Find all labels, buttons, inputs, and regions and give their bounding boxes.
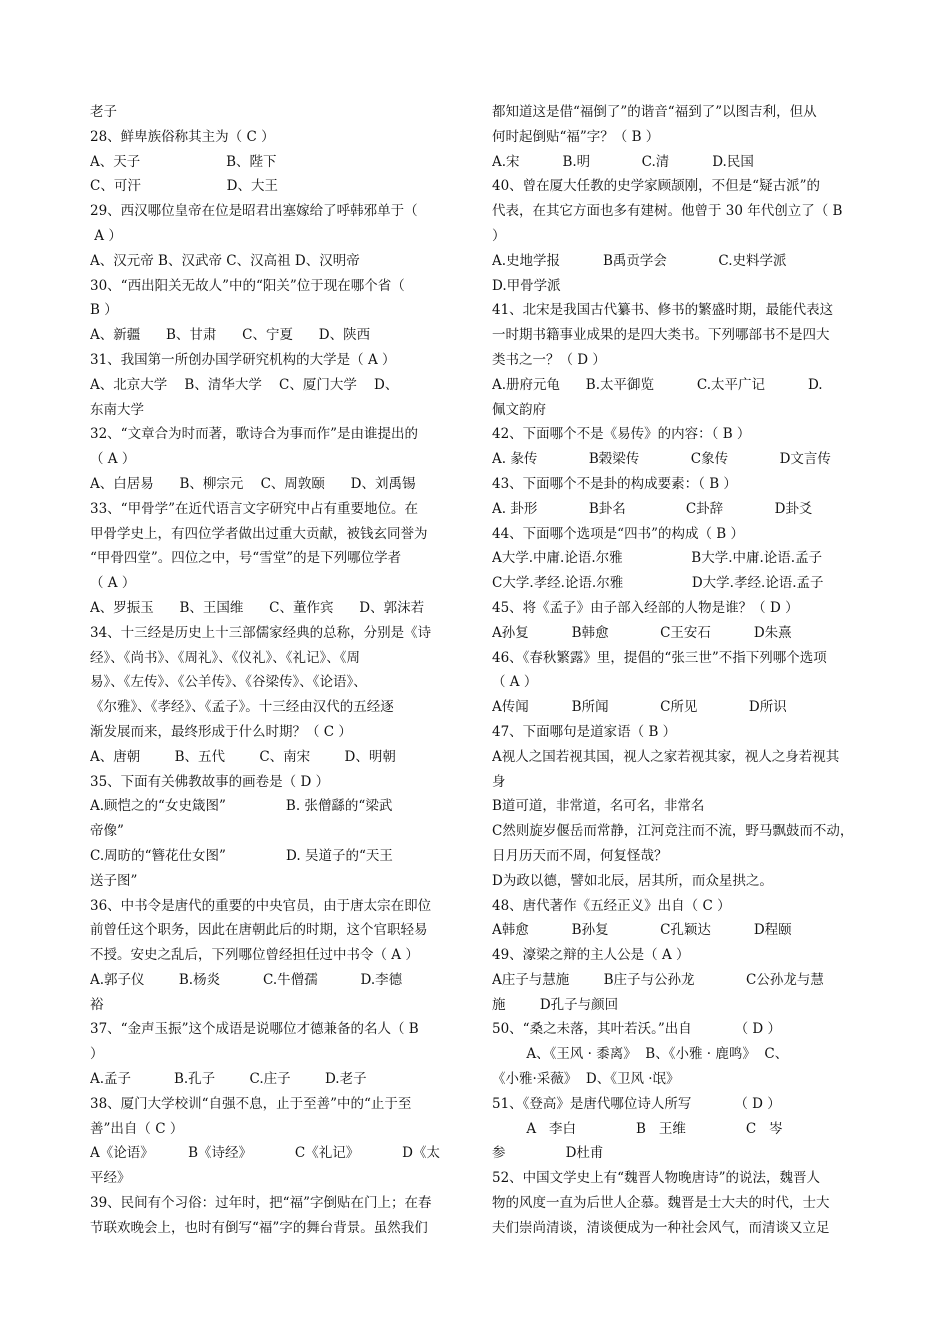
text-line: A传闻 B所闻 C所见 D所识 xyxy=(492,699,787,716)
text-line: 46、《春秋繁露》里，提倡的“张三世”不指下列哪个选项 xyxy=(492,649,827,666)
text-line: C.周昉的“簪花仕女图” D. 吴道子的“天王 xyxy=(90,847,393,864)
text-line: 31、我国第一所创办国学研究机构的大学是（ A ） xyxy=(90,351,396,368)
text-line: A韩愈 B孙复 C孔颖达 D程颐 xyxy=(492,922,792,939)
text-line: A.郭子仪 B.杨炎 C.牛僧孺 D.李德 xyxy=(90,971,403,988)
text-line: 37、“金声玉振”这个成语是说哪位才德兼备的名人（ B xyxy=(90,1021,419,1038)
text-line: 送子图” xyxy=(90,872,138,889)
text-line: 夫们崇尚清谈，清谈便成为一种社会风气，而清谈又立足 xyxy=(492,1219,830,1236)
text-line: 裕 xyxy=(90,996,104,1013)
text-line: 《小雅·采薇》 D、《卫风 ·氓》 xyxy=(492,1071,680,1088)
text-line: 43、下面哪个不是卦的构成要素：（ B ） xyxy=(492,475,737,492)
text-line: 善”出自（ C ） xyxy=(90,1120,184,1137)
text-line: 30、“西出阳关无故人”中的“阳关”位于现在哪个省（ xyxy=(90,277,405,294)
text-line: 前曾任这个职务，因此在唐朝此后的时期，这个官职轻易 xyxy=(90,922,428,939)
text-line: A、唐朝 B、五代 C、南宋 D、明朝 xyxy=(90,748,396,765)
text-line: 35、下面有关佛教故事的画卷是（ D ） xyxy=(90,773,330,790)
text-line: 日月历天而不周，何复怪哉？ xyxy=(492,847,668,864)
text-line: 经》、《尚书》、《周礼》、《仪礼》、《礼记》、《周 xyxy=(90,649,360,666)
text-line: 东南大学 xyxy=(90,401,144,418)
text-line: A视人之国若视其国，视人之家若视其家，视人之身若视其 xyxy=(492,748,840,765)
text-line: 一时期书籍事业成果的是四大类书。下列哪部书不是四大 xyxy=(492,327,830,344)
text-line: （ A ） xyxy=(90,451,136,468)
text-line: 28、鲜卑族俗称其主为（ C ） xyxy=(90,128,275,145)
text-line: 50、“桑之未落，其叶若沃。”出自 （ D ） xyxy=(492,1021,782,1038)
text-line: B ） xyxy=(90,302,118,319)
text-line: A.顾恺之的“女史箴图” B. 张僧繇的“梁武 xyxy=(90,798,393,815)
text-line: A、北京大学 B、清华大学 C、厦门大学 D、 xyxy=(90,376,399,393)
text-line: A、罗振玉 B、王国维 C、董作宾 D、郭沫若 xyxy=(90,599,425,616)
text-line: C、可汗 D、大王 xyxy=(90,178,278,195)
text-line: 甲骨学史上，有四位学者做出过重大贡献，被钱玄同誉为 xyxy=(90,525,428,542)
text-line: A 李白 B 王维 C 岑 xyxy=(492,1120,783,1137)
text-line: （ A ） xyxy=(492,674,538,691)
text-line: A、《王风 · 黍离》 B、《小雅 · 鹿鸣》 C、 xyxy=(492,1046,789,1063)
text-line: 51、《登高》是唐代哪位诗人所写 （ D ） xyxy=(492,1095,781,1112)
text-line: A、天子 B、陛下 xyxy=(90,153,277,170)
text-line: “甲骨四堂”。四位之中，号“雪堂”的是下列哪位学者 xyxy=(90,550,402,567)
text-line: 34、十三经是历史上十三部儒家经典的总称，分别是《诗 xyxy=(90,624,432,641)
text-line: A. 卦形 B卦名 C卦辞 D卦爻 xyxy=(492,500,813,517)
text-line: D.甲骨学派 xyxy=(492,277,561,294)
text-line: 44、下面哪个选项是“四书”的构成（ B ） xyxy=(492,525,744,542)
text-line: A. 彖传 B榖梁传 C象传 D文言传 xyxy=(492,451,831,468)
text-line: A、新疆 B、甘肃 C、宁夏 D、陕西 xyxy=(90,327,371,344)
text-line: C大学.孝经.论语.尔雅 D大学.孝经.论语.孟子 xyxy=(492,575,824,592)
text-line: A.宋 B.明 C.清 D.民国 xyxy=(492,153,754,170)
text-line: 代表，在其它方面也多有建树。他曾于 30 年代创立了（ B xyxy=(492,203,843,220)
text-line: A.孟子 B.孔子 C.庄子 D.老子 xyxy=(90,1071,367,1088)
text-line: A ） xyxy=(90,227,122,244)
text-line: 32、“文章合为时而著，歌诗合为事而作”是由谁提出的 xyxy=(90,426,418,443)
text-line: 47、下面哪句是道家语（ B ） xyxy=(492,723,677,740)
text-line: 42、下面哪个不是《易传》的内容：（ B ） xyxy=(492,426,751,443)
text-line: C然则旋岁偃岳而常静，江河竞注而不流，野马飘鼓而不动， xyxy=(492,823,854,840)
text-line: 不授。安史之乱后，下列哪位曾经担任过中书令（ A ） xyxy=(90,947,419,964)
text-line: 参 D杜甫 xyxy=(492,1145,604,1162)
text-line: 帝像” xyxy=(90,823,124,840)
text-line: A孙复 B韩愈 C王安石 D朱熹 xyxy=(492,624,792,641)
text-line: 38、厦门大学校训“自强不息，止于至善”中的“止于至 xyxy=(90,1095,412,1112)
text-line: 渐发展而来，最终形成于什么时期？（ C ） xyxy=(90,723,352,740)
text-line: 36、中书令是唐代的重要的中央官员，由于唐太宗在即位 xyxy=(90,897,432,914)
text-line: A《论语》 B《诗经》 C《礼记》 D《太 xyxy=(90,1145,440,1162)
text-line: 40、曾在厦大任教的史学家顾颉刚，不但是“疑古派”的 xyxy=(492,178,820,195)
text-line: A、白居易 B、柳宗元 C、周敦颐 D、刘禹锡 xyxy=(90,475,416,492)
text-line: 物的风度一直为后世人企慕。魏晋是士大夫的时代，士大 xyxy=(492,1195,830,1212)
text-line: 节联欢晚会上，也时有倒写“福”字的舞台背景。虽然我们 xyxy=(90,1219,428,1236)
text-line: 都知道这是借“福倒了”的谐音“福到了”以图吉利，但从 xyxy=(492,104,817,120)
text-line: A大学.中庸.论语.尔雅 B大学.中庸.论语.孟子 xyxy=(492,550,823,567)
text-line: B道可道，非常道，名可名，非常名 xyxy=(492,798,705,815)
text-line: A、汉元帝 B、汉武帝 C、汉高祖 D、汉明帝 xyxy=(90,252,360,269)
text-line: 49、濠梁之辩的主人公是（ A ） xyxy=(492,947,690,964)
text-line: 类书之一？（ D ） xyxy=(492,351,606,368)
text-line: A.册府元龟 B.太平御览 C.太平广记 D. xyxy=(492,376,823,393)
text-line: 何时起倒贴“福”字？（ B ） xyxy=(492,128,660,145)
text-line: A庄子与慧施 B庄子与公孙龙 C公孙龙与慧 xyxy=(492,971,824,988)
text-line: 佩文韵府 xyxy=(492,401,546,418)
right-column xyxy=(492,100,864,1241)
text-line: 施 D孔子与颜回 xyxy=(492,996,619,1013)
text-line: 45、将《孟子》由子部入经部的人物是谁？（ D ） xyxy=(492,599,799,616)
text-line: ） xyxy=(90,1046,104,1063)
text-line: 41、北宋是我国古代纂书、修书的繁盛时期，最能代表这 xyxy=(492,302,834,319)
text-line: 老子 xyxy=(90,104,117,120)
text-line: A.史地学报 B禹贡学会 C.史料学派 xyxy=(492,252,787,269)
text-line: 33、“甲骨学”在近代语言文字研究中占有重要地位。在 xyxy=(90,500,418,517)
text-line: 29、西汉哪位皇帝在位是昭君出塞嫁给了呼韩邪单于（ xyxy=(90,203,418,220)
left-column xyxy=(90,100,460,1241)
text-line: 48、唐代著作《五经正义》出自（ C ） xyxy=(492,897,731,914)
text-line: 《尔雅》、《孝经》、《孟子》。十三经由汉代的五经逐 xyxy=(90,699,394,716)
text-line: 身 xyxy=(492,773,506,790)
text-line: 平经》 xyxy=(90,1170,131,1187)
text-line: 52、中国文学史上有“魏晋人物晚唐诗”的说法，魏晋人 xyxy=(492,1170,820,1187)
text-line: 39、民间有个习俗：过年时，把“福”字倒贴在门上；在春 xyxy=(90,1195,432,1212)
text-line: D为政以德，譬如北辰，居其所，而众星拱之。 xyxy=(492,872,773,889)
text-line: ） xyxy=(492,227,506,244)
text-line: （ A ） xyxy=(90,575,136,592)
text-line: 易》、《左传》、《公羊传》、《谷梁传》、《论语》、 xyxy=(90,674,367,691)
